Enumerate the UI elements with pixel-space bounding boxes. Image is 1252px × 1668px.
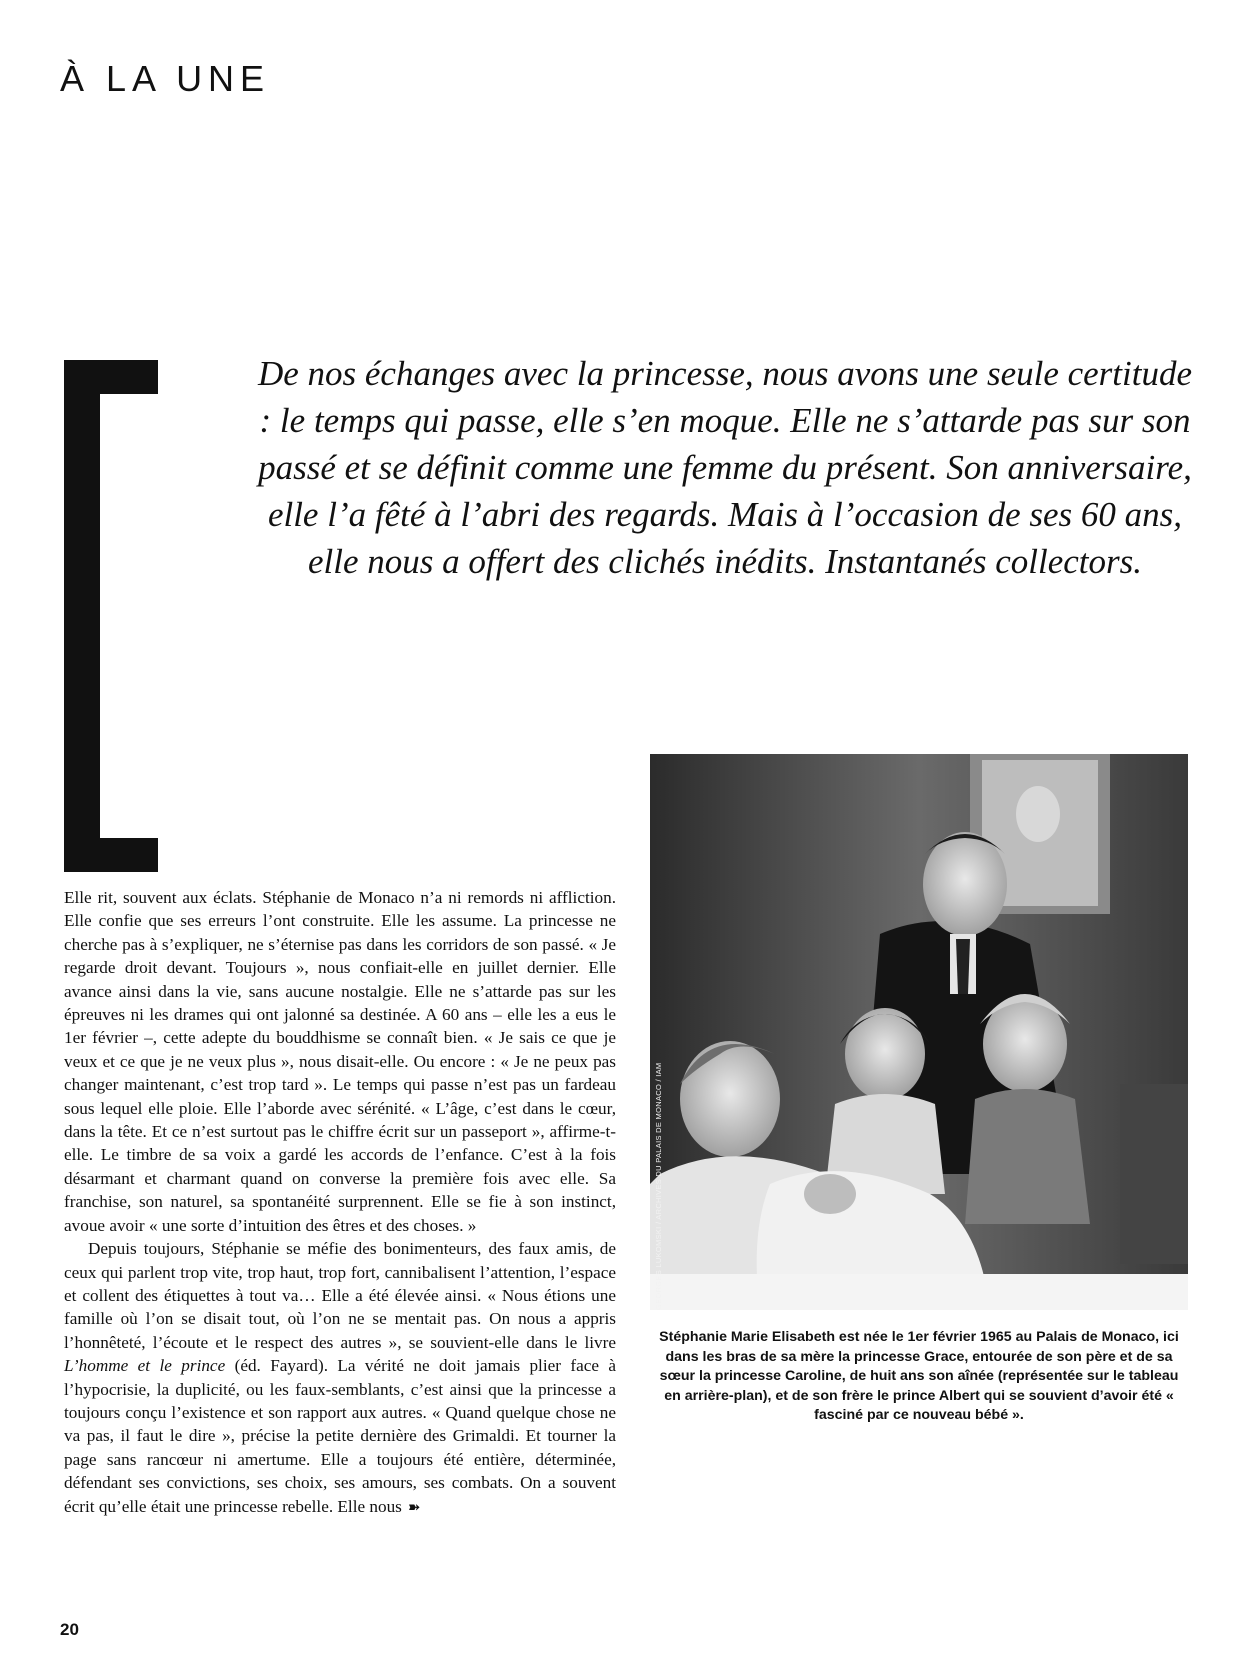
page-number: 20: [60, 1620, 79, 1639]
article-paragraph-1: Elle rit, souvent aux éclats. Stéphanie de Monaco n’a ni remords ni affliction. Elle confie que ses erreurs l’ont construite. Elle les assume. La princesse ne cherche pas à s’expliquer, ne s’éternise pas dans les corridors de son passé. « Je regarde droit devant. Toujours », nous confiait-elle en juillet dernier. Elle avance ainsi dans la vie, sans aucune nostalgie. Elle ne s’attarde pas sur les épreuves ni les drames qui ont jalonné sa destinée. A 60 ans – elle les a eus le 1er février –, cette adepte du bouddhisme se connaît bien. « Je sais ce que je veux et ce que je ne veux plus », nous disait-elle. Ou encore : « Je ne peux pas changer maintenant, c’est trop tard ». Le temps qui passe n’est pas un fardeau sous lequel elle ploie. Elle l’aborde avec sérénité. « L’âge, c’est dans le cœur, dans la tête. Et ce n’est surtout pas le chiffre écrit sur un passeport », affirme-t-elle. Le timbre de sa voix a gardé les accords de l’enfance. C’est à la fois désarmant et charmant quand on converse la première fois avec elle. Sa franchise, son naturel, sa spontanéité surprennent. Elle se fie à son instinct, avoue avoir « une sorte d’intuition des êtres et des choses. »: [64, 888, 616, 1235]
article-paragraph-2-start: Depuis toujours, Stéphanie se méfie des bonimenteurs, des faux amis, de ceux qui parlent trop vite, trop haut, trop fort, cannibalisent l’attention, l’espace et collent des étiquettes à tout va… Elle a été élevée ainsi. « Nous étions une famille où l’on se disait tout, où l’on ne se mentait pas. On nous a appris l’honnêteté, l’écoute et le respect des autres », se souvient-elle dans le livre: [64, 1239, 616, 1352]
family-photo: [650, 754, 1188, 1310]
continue-arrow-icon: ➽: [407, 1497, 421, 1516]
photo-caption: Stéphanie Marie Elisabeth est née le 1er février 1965 au Palais de Monaco, ici dans les bras de sa mère la princesse Grace, entourée de son père et de sa sœur la princesse Caroline, de huit ans son aînée (représentée sur le tableau en arrière-plan), et de son frère le prince Albert qui se souvient d’avoir été « fasciné par ce nouveau bébé ».: [659, 1329, 1179, 1424]
book-title: L’homme et le prince: [64, 1356, 226, 1376]
section-label: À LA UNE: [60, 58, 271, 99]
drop-cap-e: [64, 360, 160, 872]
article-paragraph-2-end: (éd. Fayard). La vérité ne doit jamais plier face à l’hypocrisie, la duplicité, ou les faux-semblants, c’est ainsi que la princesse a toujours conçu l’existence et son rapport aux autres. « Quand quelque chose ne va pas, il faut le dire », précise la petite dernière des Grimaldi. Et tourner la page sans rancœur ni amertume. Elle a toujours été entière, déterminée, défendant ses convictions, ses choix, ses amours, ses combats. On a souvent écrit qu’elle était une princesse rebelle. Elle nous: [64, 1356, 616, 1516]
lede-paragraph: De nos échanges avec la princesse, nous avons une seule certitude : le temps qui passe, elle s’en moque. Elle ne s’attarde pas sur son passé et se définit comme une femme du présent. Son anniversaire, elle l’a fêté à l’abri des regards. Mais à l’occasion de ses 60 ans, elle nous a offert des clichés inédits. Instantanés collectors.: [257, 354, 1193, 581]
photo-credit: GEORGES LUKOMSKI / ARCHIVES DU PALAIS DE MONACO / IAM: [654, 1062, 663, 1310]
article-body: [64, 886, 616, 1519]
article-paragraph-2: [64, 1237, 616, 1519]
